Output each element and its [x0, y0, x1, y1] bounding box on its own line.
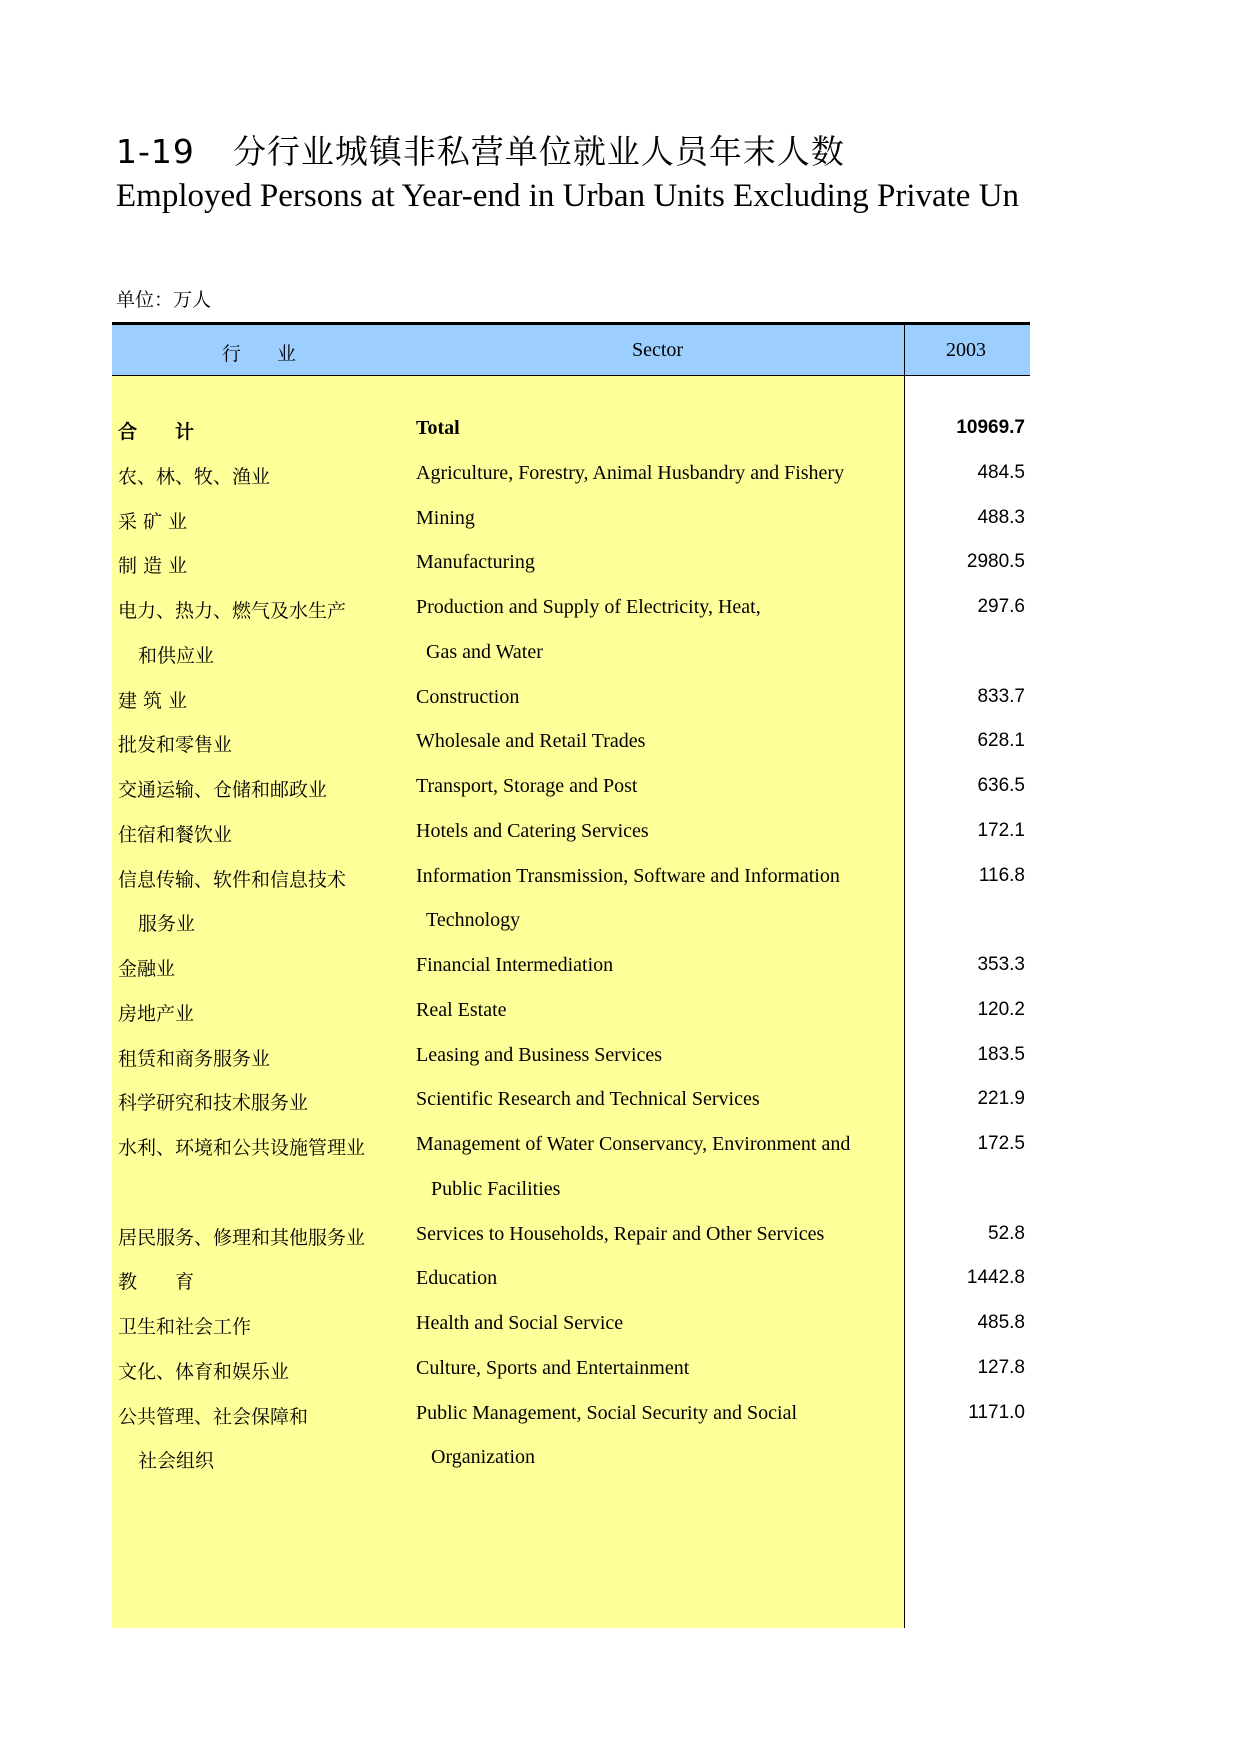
row-value-2003: 221.9 — [977, 1088, 1025, 1110]
row-sector-chinese: 科学研究和技术服务业 — [118, 1092, 309, 1115]
row-sector-english: Transport, Storage and Post — [416, 775, 638, 797]
table-header — [112, 325, 1030, 376]
table-row — [112, 674, 1030, 724]
row-sector-chinese: 水利、环境和公共设施管理业 — [118, 1137, 366, 1159]
row-value-2003: 833.7 — [977, 685, 1025, 707]
row-value-2003: 172.5 — [977, 1133, 1025, 1154]
row-sector-english: Health and Social Service — [416, 1312, 624, 1334]
table-row — [112, 718, 1030, 768]
row-sector-chinese: 服务业 — [138, 913, 196, 936]
row-sector-english: Construction — [416, 685, 520, 708]
row-sector-english: Services to Households, Repair and Other Services — [416, 1222, 825, 1245]
row-sector-chinese: 采 矿 业 — [118, 510, 188, 533]
row-sector-chinese: 社会组织 — [138, 1450, 215, 1473]
table-number: 1-19 — [116, 132, 195, 171]
row-sector-chinese: 建 筑 业 — [118, 689, 188, 712]
row-sector-english: Organization — [431, 1446, 536, 1469]
row-sector-chinese: 信息传输、软件和信息技术 — [118, 868, 347, 891]
row-sector-english: Public Management, Social Security and Social — [416, 1401, 798, 1424]
row-sector-english: Management of Water Conservancy, Environment and — [416, 1133, 851, 1155]
row-value-2003: 127.8 — [977, 1356, 1025, 1378]
page-title-chinese — [116, 126, 845, 173]
row-sector-english: Total — [416, 417, 460, 439]
header-year: 2003 — [946, 339, 986, 361]
table-row — [112, 1255, 1030, 1305]
row-sector-english: Education — [416, 1267, 498, 1290]
header-sector-cn-char-1: 行 — [222, 343, 242, 365]
table-row — [112, 1390, 1030, 1440]
table-row — [112, 1345, 1030, 1395]
row-sector-english: Financial Intermediation — [416, 954, 614, 976]
header-sector-cn-char-2: 业 — [277, 343, 297, 365]
table-row — [112, 763, 1030, 813]
row-sector-chinese: 住宿和餐饮业 — [118, 823, 233, 846]
table-row — [112, 495, 1030, 545]
table-row — [112, 1076, 1030, 1126]
table-row — [112, 584, 1030, 634]
row-sector-english: Wholesale and Retail Trades — [416, 730, 646, 753]
row-sector-english: Manufacturing — [416, 551, 535, 574]
row-sector-chinese: 和供应业 — [138, 644, 215, 667]
row-sector-english: Technology — [426, 909, 521, 932]
row-sector-chinese: 公共管理、社会保障和 — [118, 1405, 309, 1428]
row-sector-chinese: 文化、体育和娱乐业 — [118, 1360, 290, 1383]
title-chinese-text: 分行业城镇非私营单位就业人员年末人数 — [232, 132, 845, 171]
data-table — [112, 322, 1030, 1628]
row-sector-english: Hotels and Catering Services — [416, 819, 649, 842]
row-value-2003: 120.2 — [977, 998, 1025, 1020]
row-sector-chinese: 居民服务、修理和其他服务业 — [118, 1226, 366, 1249]
row-value-2003: 116.8 — [978, 864, 1025, 886]
row-sector-english: Scientific Research and Technical Services — [416, 1088, 760, 1111]
row-sector-english: Culture, Sports and Entertainment — [416, 1356, 690, 1379]
row-value-2003: 484.5 — [977, 461, 1025, 483]
table-row — [112, 1121, 1030, 1171]
row-sector-chinese: 合 计 — [118, 421, 195, 443]
row-sector-english: Leasing and Business Services — [416, 1043, 663, 1066]
table-row — [112, 1300, 1030, 1350]
row-sector-english: Production and Supply of Electricity, Heat, — [416, 596, 761, 618]
table-row — [112, 897, 1030, 947]
row-sector-chinese: 卫生和社会工作 — [118, 1316, 252, 1338]
table-row — [112, 450, 1030, 500]
table-row — [112, 942, 1030, 992]
row-value-2003: 353.3 — [977, 954, 1025, 975]
row-value-2003: 297.6 — [977, 596, 1025, 617]
row-sector-chinese: 农、林、牧、渔业 — [118, 465, 271, 488]
table-row — [112, 1434, 1030, 1484]
row-sector-chinese: 租赁和商务服务业 — [118, 1047, 271, 1070]
row-sector-english: Information Transmission, Software and Information — [416, 864, 840, 887]
row-sector-english: Gas and Water — [426, 640, 543, 663]
header-sector-chinese — [222, 339, 296, 366]
table-row — [112, 405, 1030, 455]
row-value-2003: 636.5 — [977, 775, 1025, 796]
row-value-2003: 1442.8 — [966, 1267, 1025, 1289]
table-row — [112, 853, 1030, 903]
row-sector-chinese: 金融业 — [118, 958, 176, 980]
table-row — [112, 629, 1030, 679]
table-row — [112, 987, 1030, 1037]
table-row — [112, 1211, 1030, 1261]
row-sector-english: Real Estate — [416, 998, 507, 1021]
row-value-2003: 172.1 — [977, 819, 1025, 841]
row-sector-chinese: 批发和零售业 — [118, 734, 233, 757]
row-sector-english: Mining — [416, 506, 475, 529]
row-value-2003: 183.5 — [977, 1043, 1025, 1065]
row-sector-chinese: 房地产业 — [118, 1002, 195, 1025]
header-sector-english: Sector — [632, 339, 684, 361]
row-sector-english: Agriculture, Forestry, Animal Husbandry and Fishery — [416, 461, 845, 484]
row-sector-chinese: 教 育 — [118, 1271, 195, 1294]
row-value-2003: 485.8 — [977, 1312, 1025, 1333]
row-value-2003: 1171.0 — [968, 1401, 1025, 1423]
row-sector-chinese: 制 造 业 — [118, 555, 188, 578]
unit-label: 单位：万人 — [116, 289, 212, 311]
row-sector-chinese: 电力、热力、燃气及水生产 — [118, 600, 347, 622]
row-value-2003: 52.8 — [988, 1222, 1025, 1244]
row-sector-english: Public Facilities — [431, 1177, 561, 1200]
page-title-english: Employed Persons at Year-end in Urban Units Excluding Private Un — [116, 178, 1020, 214]
row-sector-chinese: 交通运输、仓储和邮政业 — [118, 779, 328, 801]
row-value-2003: 10969.7 — [956, 417, 1025, 438]
table-row — [112, 539, 1030, 589]
table-row — [112, 1032, 1030, 1082]
table-row — [112, 808, 1030, 858]
row-value-2003: 488.3 — [977, 506, 1025, 528]
row-value-2003: 628.1 — [977, 730, 1025, 752]
table-row — [112, 1166, 1030, 1216]
row-value-2003: 2980.5 — [966, 551, 1025, 573]
